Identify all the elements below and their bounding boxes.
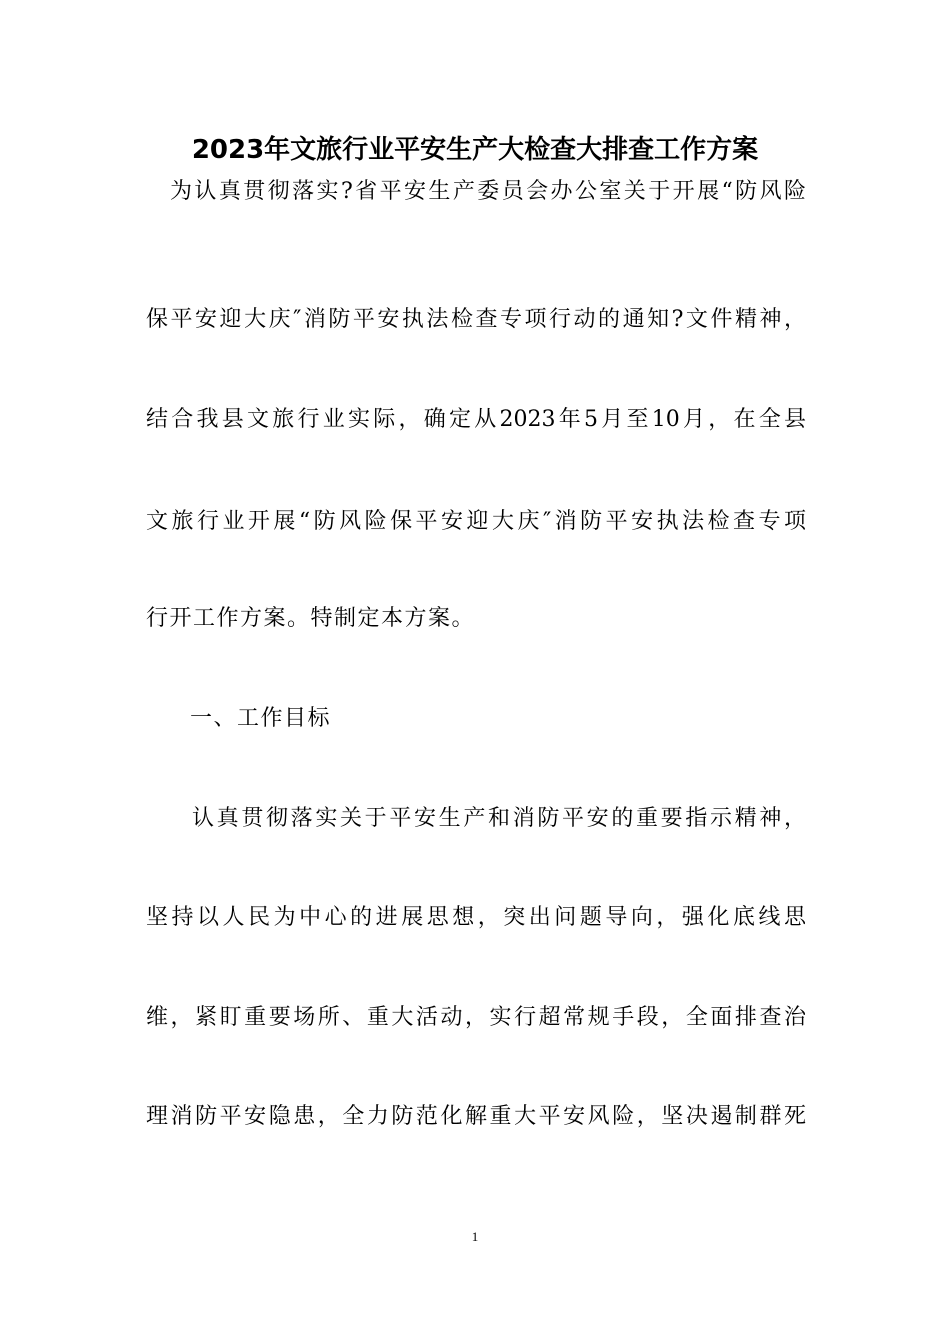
paragraph-line: 为认真贯彻落实?省平安生产委员会办公室关于开展“防风险 (170, 179, 806, 204)
document-title: 2023年文旅行业平安生产大检查大排查工作方案 (191, 135, 759, 165)
paragraph-line: 行开工作方案。特制定本方案。 (146, 606, 476, 631)
page-number: 1 (471, 1229, 479, 1244)
paragraph-line: 文旅行业开展“防风险保平安迎大庆″消防平安执法检查专项 (146, 509, 806, 534)
section-heading: 一、工作目标 (190, 706, 332, 731)
paragraph-line: 认真贯彻落实关于平安生产和消防平安的重要指示精神， (192, 806, 806, 831)
paragraph-line: 结合我县文旅行业实际，确定从2023年5月至10月，在全县 (146, 407, 806, 432)
paragraph-line: 保平安迎大庆″消防平安执法检查专项行动的通知?文件精神， (146, 307, 806, 332)
paragraph-line: 坚持以人民为中心的进展思想，突出问题导向，强化底线思 (146, 905, 806, 930)
paragraph-line: 维，紧盯重要场所、重大活动，实行超常规手段，全面排查治 (146, 1005, 806, 1030)
paragraph-line: 理消防平安隐患，全力防范化解重大平安风险，坚决遏制群死 (146, 1104, 806, 1129)
